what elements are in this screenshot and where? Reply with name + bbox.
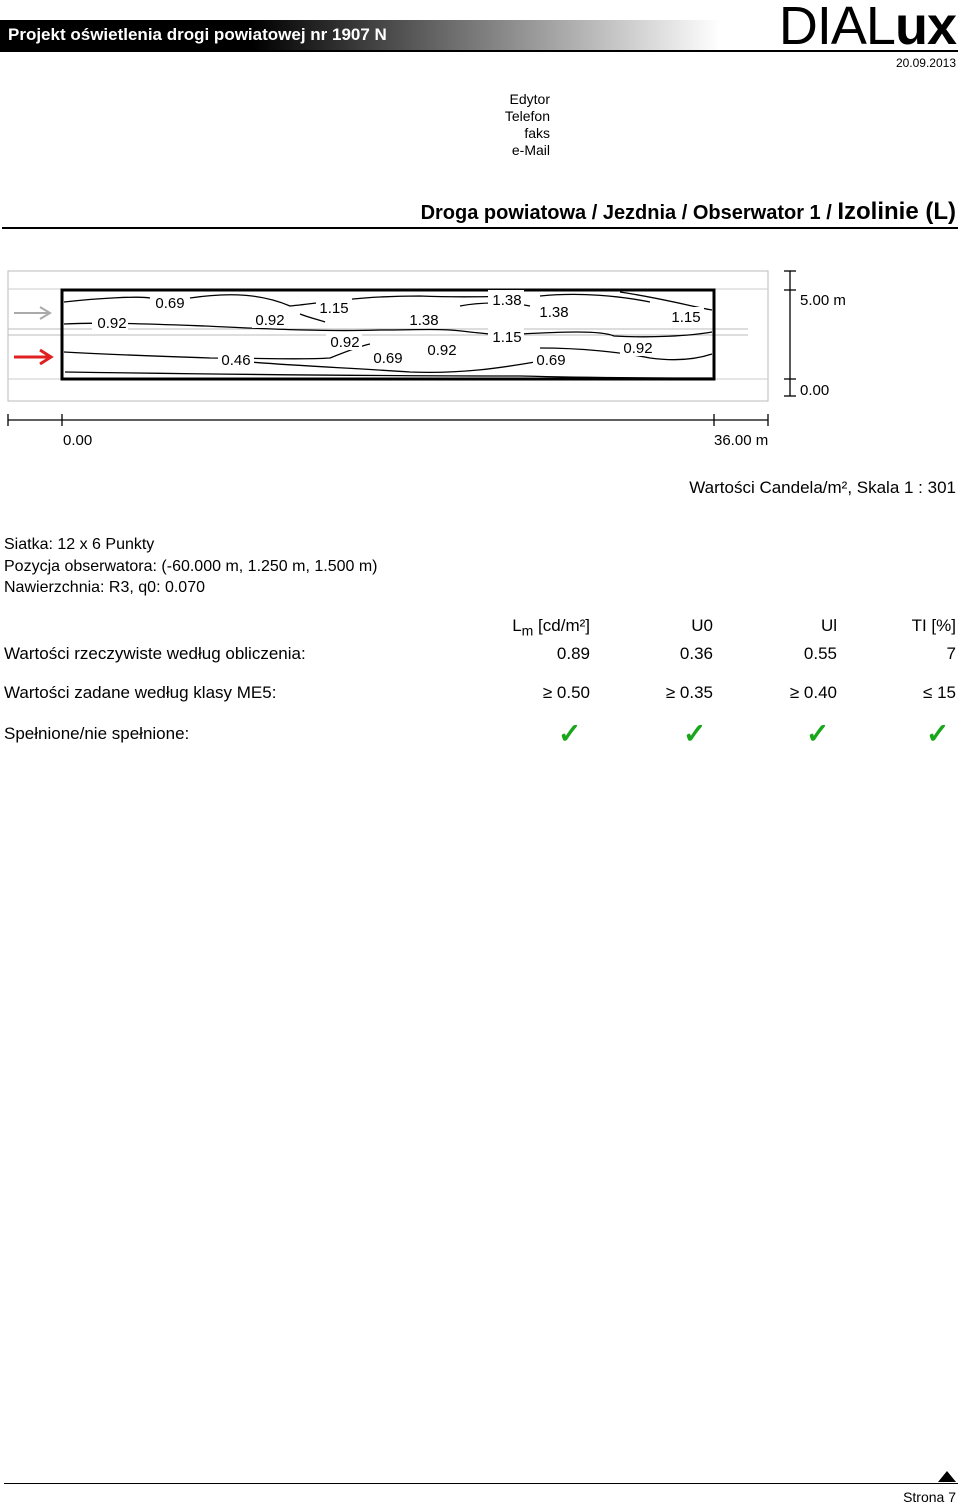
footer-triangle-icon bbox=[938, 1471, 956, 1482]
fulfilled-label: Spełnione/nie spełnione: bbox=[4, 724, 190, 743]
actual-u0: 0.36 bbox=[679, 644, 713, 663]
isoline-label: 1.15 bbox=[671, 309, 701, 326]
required-lm: ≥ 0.50 bbox=[542, 683, 590, 702]
check-u0-icon: ✓ bbox=[683, 718, 707, 749]
isoline-label: 1.15 bbox=[319, 300, 349, 317]
header-u0: U0 bbox=[691, 616, 713, 635]
header-ti: TI [%] bbox=[911, 616, 956, 635]
contact-block bbox=[440, 91, 550, 159]
section-title: Droga powiatowa / Jezdnia / Obserwator 1 / Izolinie (L) bbox=[420, 198, 956, 225]
observer-arrow-inactive-icon bbox=[14, 307, 50, 319]
required-ti: ≤ 15 bbox=[923, 683, 956, 702]
observer-position: Pozycja obserwatora: (-60.000 m, 1.250 m, 1.500 m) bbox=[4, 557, 378, 575]
contact-editor: Edytor bbox=[509, 91, 550, 107]
x-end-label: 36.00 m bbox=[714, 432, 769, 449]
isoline-plan bbox=[0, 262, 960, 452]
vertical-dimension bbox=[784, 271, 796, 396]
surface-info: Nawierzchnia: R3, q0: 0.070 bbox=[4, 579, 205, 596]
required-label: Wartości zadane według klasy ME5: bbox=[4, 683, 277, 702]
y-top-label: 5.00 m bbox=[800, 292, 846, 309]
isoline-label: 0.92 bbox=[255, 312, 285, 329]
info-block bbox=[4, 534, 378, 599]
contact-phone: Telefon bbox=[504, 108, 550, 124]
check-lm-icon: ✓ bbox=[558, 718, 582, 749]
project-title: Projekt oświetlenia drogi powiatowej nr 1907 N bbox=[8, 25, 387, 44]
grid-info: Siatka: 12 x 6 Punkty bbox=[4, 536, 155, 553]
check-ul-icon: ✓ bbox=[806, 718, 830, 749]
isoline-label: 0.92 bbox=[330, 334, 360, 351]
isoline-label: 0.69 bbox=[373, 350, 403, 367]
actual-label: Wartości rzeczywiste według obliczenia: bbox=[4, 644, 306, 663]
isoline-label: 1.38 bbox=[539, 304, 569, 321]
isoline-label: 0.69 bbox=[155, 295, 185, 312]
header-lm: $L_m$ [cd/m²] bbox=[512, 616, 590, 639]
x-start-label: 0.00 bbox=[63, 432, 93, 449]
required-ul: ≥ 0.40 bbox=[789, 683, 837, 702]
header-ul: Ul bbox=[820, 616, 837, 635]
isoline-label: 0.46 bbox=[221, 352, 251, 369]
actual-ti: 7 bbox=[946, 644, 956, 663]
contact-fax: faks bbox=[524, 125, 550, 141]
dialux-logo: DIALux bbox=[778, 0, 956, 56]
isoline-label: 0.69 bbox=[536, 352, 566, 369]
y-bottom-label: 0.00 bbox=[800, 382, 830, 399]
isoline-label: 1.15 bbox=[492, 329, 522, 346]
required-u0: ≥ 0.35 bbox=[665, 683, 713, 702]
horizontal-dimension bbox=[8, 414, 768, 426]
check-ti-icon: ✓ bbox=[926, 718, 950, 749]
scale-note: Wartości Candela/m², Skala 1 : 301 bbox=[689, 478, 956, 497]
page-number: Strona 7 bbox=[903, 1489, 956, 1505]
isoline-label: 1.38 bbox=[409, 312, 439, 329]
isoline-label: 1.38 bbox=[492, 292, 522, 309]
isoline-label: 0.92 bbox=[427, 342, 457, 359]
contact-email: e-Mail bbox=[511, 142, 550, 158]
footer-rule bbox=[4, 1483, 958, 1484]
observer-arrow-active-icon bbox=[14, 350, 51, 364]
actual-ul: 0.55 bbox=[803, 644, 837, 663]
isoline-label: 0.92 bbox=[97, 315, 127, 332]
report-date: 20.09.2013 bbox=[895, 56, 956, 70]
actual-lm: 0.89 bbox=[556, 644, 590, 663]
section-rule bbox=[2, 227, 958, 229]
isoline-label: 0.92 bbox=[623, 340, 653, 357]
